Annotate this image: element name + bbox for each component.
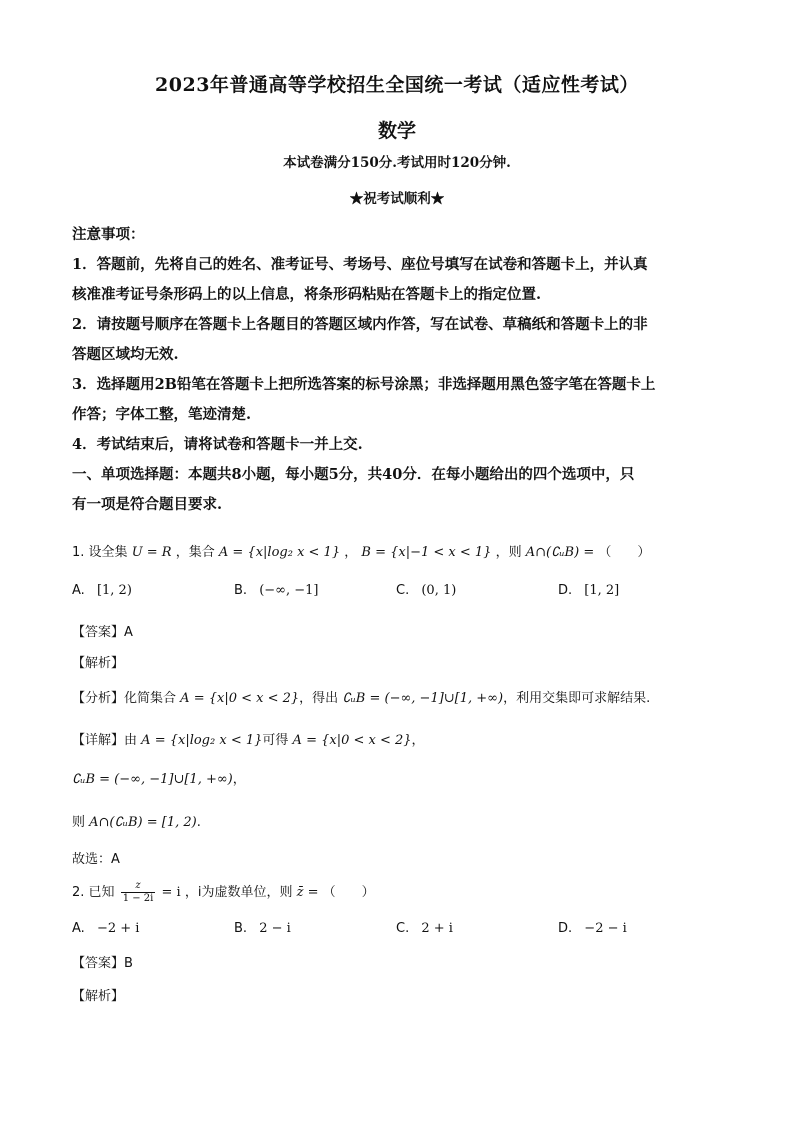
- q1-analysis-tag: 【解析】: [72, 656, 125, 671]
- q1-option-a: A. [1, 2): [72, 583, 132, 598]
- notes-line-1: 1．答题前，先将自己的姓名、准考证号、考场号、座位号填写在试卷和答题卡上，并认真: [72, 256, 648, 273]
- notes-line-4: 答题区域均无效.: [72, 346, 179, 363]
- q1-option-d: D. [1, 2]: [558, 583, 620, 598]
- q2-option-d: D. −2 − i: [558, 921, 627, 936]
- q1-mid1: ，集合: [175, 545, 215, 560]
- q1-xiangjie: 【详解】由 A = {x|log₂ x < 1}可得 A = {x|0 < x < 2}，: [72, 733, 425, 748]
- exam-subject: 数学: [377, 120, 416, 142]
- q1-complement-line: ∁ᵤB = (−∞, −1]∪[1, +∞)，: [72, 772, 246, 787]
- q1-option-b: B. (−∞, −1]: [234, 583, 319, 598]
- q2-analysis-tag: 【解析】: [72, 989, 125, 1004]
- q2-answer: 【答案】B: [72, 956, 133, 971]
- q1-result-line: 则 A∩(∁ᵤB) = [1, 2).: [72, 815, 201, 830]
- notes-line-7: 4．考试结束后，请将试卷和答题卡一并上交.: [72, 436, 363, 453]
- q2-fraction: $\frac{z}{1 - 2i}$: [122, 880, 154, 904]
- q2-option-a: A. −2 + i: [72, 921, 140, 936]
- q1-sep: ，: [344, 545, 358, 560]
- q1-universal-set: U = R: [131, 545, 172, 560]
- exam-info: 本试卷满分150分.考试用时120分钟.: [283, 155, 511, 171]
- exam-title: 2023年普通高等学校招生全国统一考试（适应性考试）: [155, 74, 639, 96]
- notes-heading: 注意事项：: [72, 226, 145, 243]
- notes-line-3: 2．请按题号顺序在答题卡上各题目的答题区域内作答，写在试卷、草稿纸和答题卡上的非: [72, 316, 648, 333]
- q1-set-a: A = {x|log₂ x < 1}: [218, 545, 341, 560]
- q1-expression: A∩(∁ᵤB) =: [525, 545, 595, 560]
- q1-stem: [72, 541, 650, 560]
- q1-choose: 故选：A: [72, 852, 120, 867]
- q1-mid2: ，则: [495, 545, 522, 560]
- section-line-2: 有一项是符合题目要求.: [72, 496, 223, 513]
- q1-paren: （ ）: [598, 545, 651, 560]
- q2-stem: 2. 已知 $\frac{z}{1 - 2i}$ = i ，i为虚数单位，则 z̄ = （ ）: [72, 880, 375, 904]
- q1-prefix: 1. 设全集: [72, 545, 128, 560]
- q2-option-c: C. 2 + i: [396, 921, 453, 936]
- section-line-1: 一、单项选择题：本题共8小题，每小题5分，共40分．在每小题给出的四个选项中，只: [72, 466, 635, 483]
- q1-set-b: B = {x|−1 < x < 1}: [361, 545, 492, 560]
- notes-line-5: 3．选择题用2B铅笔在答题卡上把所选答案的标号涂黑；非选择题用黑色签字笔在答题卡上: [72, 376, 656, 393]
- exam-wish: ★祝考试顺利★: [349, 191, 445, 207]
- notes-section: [72, 220, 722, 520]
- notes-line-6: 作答；字体工整，笔迹清楚.: [72, 406, 252, 423]
- q2-option-b: B. 2 − i: [234, 921, 291, 936]
- q1-answer: 【答案】A: [72, 625, 133, 640]
- q1-fenxi: 【分析】化简集合 A = {x|0 < x < 2}，得出 ∁ᵤB = (−∞, −1]∪[1, +∞)，利用交集即可求解结果.: [72, 691, 651, 706]
- q1-option-c: C. (0, 1): [396, 583, 457, 598]
- notes-line-2: 核准准考证号条形码上的以上信息，将条形码粘贴在答题卡上的指定位置.: [72, 286, 542, 303]
